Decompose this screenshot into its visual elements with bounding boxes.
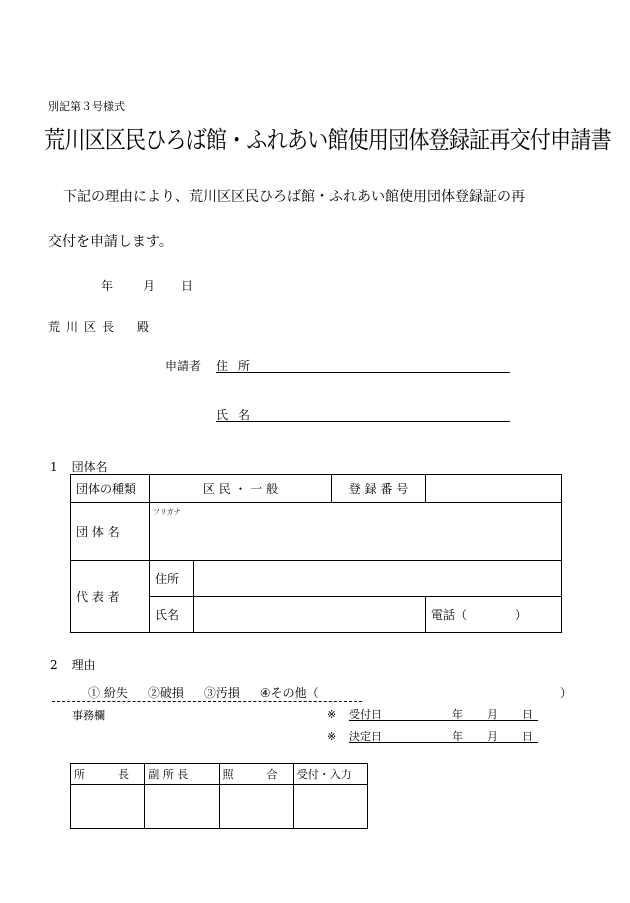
addressee-name: 荒川区長 xyxy=(48,320,121,334)
receipt-month-label: 月 xyxy=(487,708,498,721)
office-divider xyxy=(52,701,362,702)
receipt-date-label: 受付日 xyxy=(349,708,382,721)
receipt-date-underline xyxy=(349,720,538,721)
reason-options xyxy=(88,684,339,701)
registration-number-field[interactable] xyxy=(426,475,562,503)
decision-date-label: 決定日 xyxy=(349,730,382,743)
group-type-value[interactable]: 区 民 ・ 一 般 xyxy=(150,475,332,503)
decision-month-label: 月 xyxy=(487,730,498,743)
page-title: 荒川区区民ひろば館・ふれあい館使用団体登録証再交付申請書 xyxy=(44,126,611,154)
section-1-title: 団体名 xyxy=(71,460,108,474)
reason-soiled[interactable]: ③汚損 xyxy=(203,686,240,700)
reason-damaged[interactable]: ②破損 xyxy=(147,686,184,700)
representative-address-field[interactable] xyxy=(194,561,562,597)
section-2-title: 理由 xyxy=(71,658,96,672)
applicant-name-field[interactable] xyxy=(216,421,510,422)
decision-year-label: 年 xyxy=(452,730,463,743)
section-2-number: 2 xyxy=(50,658,58,672)
stamp-box-reception[interactable] xyxy=(293,785,367,829)
decision-date-underline xyxy=(349,742,538,743)
receipt-day-label: 日 xyxy=(522,708,533,721)
intro-line-2: 交付を申請します。 xyxy=(48,234,173,250)
representative-name-field[interactable] xyxy=(194,597,426,633)
note-mark: ※ xyxy=(327,730,337,743)
addressee-honorific: 殿 xyxy=(137,320,150,334)
applicant-label: 申請者 xyxy=(165,359,202,373)
stamp-header-deputy: 副 所 長 xyxy=(145,764,219,785)
registration-number-label: 登 録 番 号 xyxy=(332,475,426,503)
representative-name-label: 氏名 xyxy=(150,597,194,633)
furigana-label: フリガナ xyxy=(153,508,181,516)
office-use-label: 事務欄 xyxy=(72,709,105,722)
stamp-header-director: 所 長 xyxy=(71,764,145,785)
reason-lost[interactable]: ① 紛失 xyxy=(88,686,128,700)
intro-line-1: 下記の理由により、荒川区区民ひろば館・ふれあい館使用団体登録証の再 xyxy=(63,189,525,205)
stamp-box-director[interactable] xyxy=(71,785,145,829)
representative-address-label: 住所 xyxy=(150,561,194,597)
representative-phone-field[interactable]: 電話（ ） xyxy=(426,597,562,633)
note-mark: ※ xyxy=(327,708,337,721)
reason-other[interactable]: ④その他（ xyxy=(259,686,319,700)
reason-other-close-paren: ） xyxy=(560,686,573,700)
section-2-heading xyxy=(50,656,96,673)
form-number: 別記第３号様式 xyxy=(48,100,125,113)
stamp-header-check: 照 合 xyxy=(219,764,293,785)
stamp-header-reception: 受付・入力 xyxy=(293,764,367,785)
decision-day-label: 日 xyxy=(522,730,533,743)
stamp-box-check[interactable] xyxy=(219,785,293,829)
applicant-name-label: 氏名 xyxy=(216,408,261,422)
applicant-address-field[interactable] xyxy=(216,372,510,373)
group-type-label: 団体の種類 xyxy=(71,475,150,503)
group-name-field[interactable] xyxy=(150,503,562,561)
date-month-label: 月 xyxy=(143,279,156,293)
receipt-year-label: 年 xyxy=(452,708,463,721)
approval-stamp-table xyxy=(70,763,368,829)
date-day-label: 日 xyxy=(181,279,194,293)
date-year-label: 年 xyxy=(101,279,114,293)
group-name-label: 団 体 名 xyxy=(71,503,150,561)
section-1-heading xyxy=(50,458,108,475)
representative-label: 代 表 者 xyxy=(71,561,150,633)
stamp-box-deputy[interactable] xyxy=(145,785,219,829)
section-1-number: 1 xyxy=(50,460,58,474)
group-info-table xyxy=(70,474,562,633)
applicant-address-label: 住所 xyxy=(216,359,261,373)
